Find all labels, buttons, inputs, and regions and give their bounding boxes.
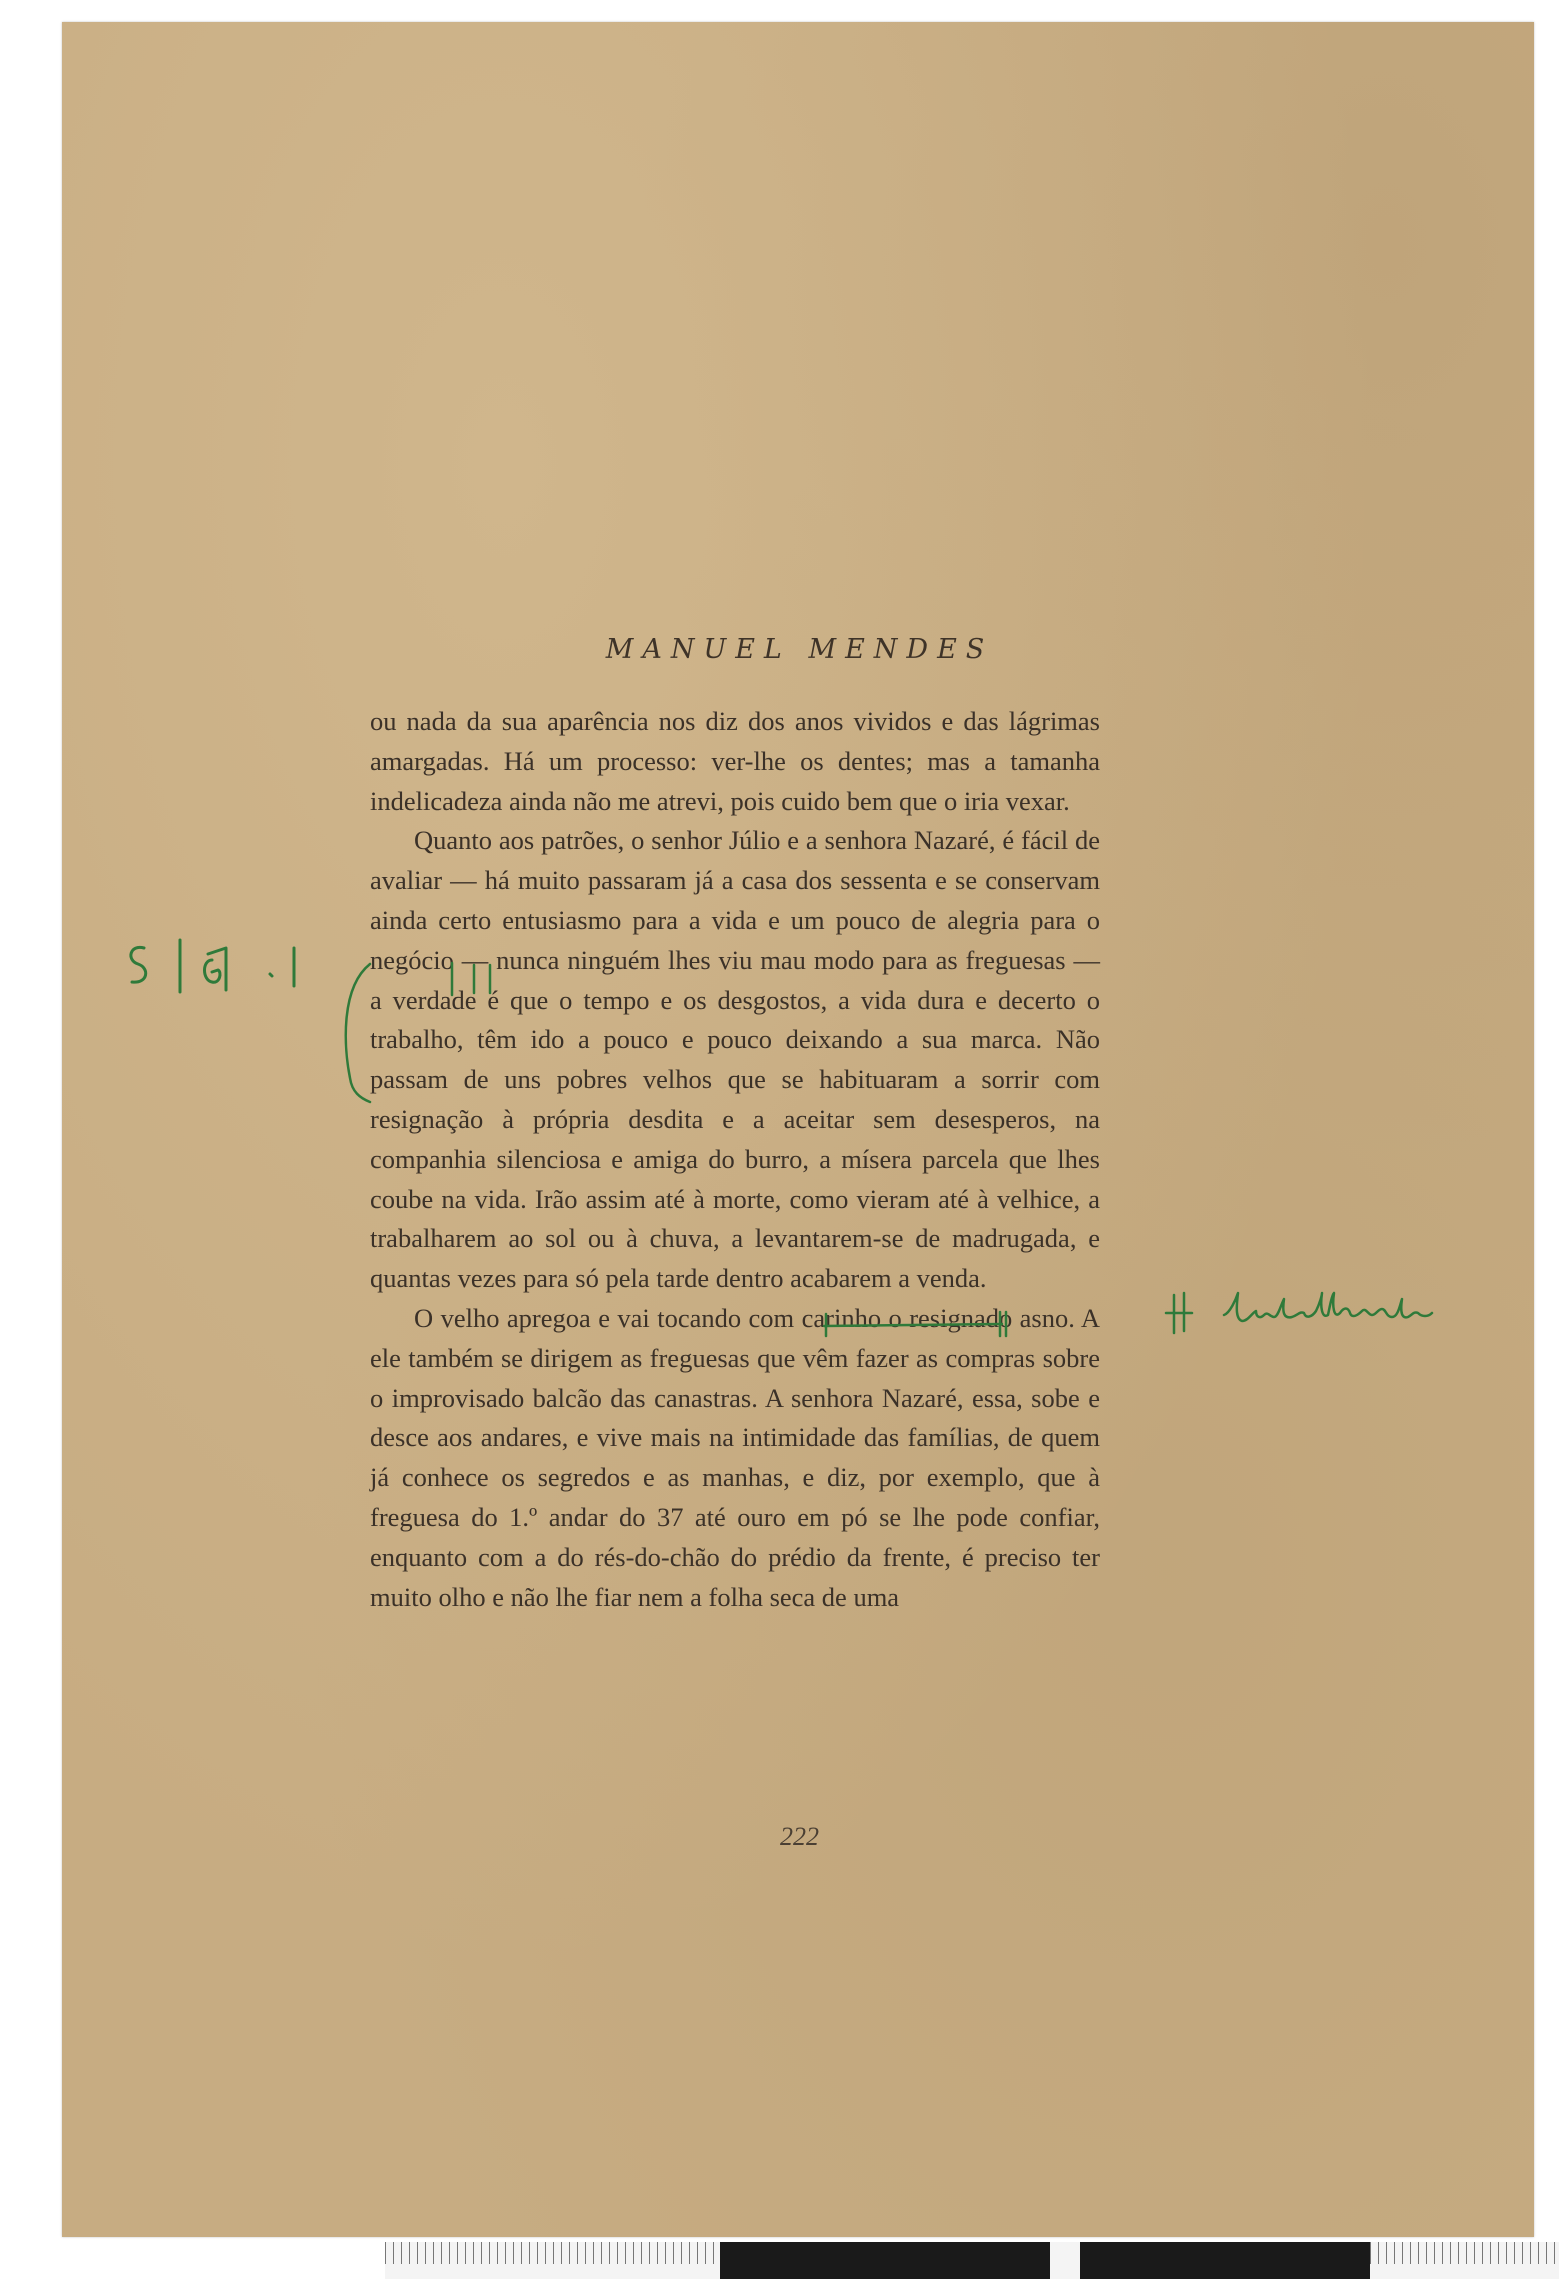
paragraph-1: ou nada da sua aparência nos diz dos anos vividos e das lágrimas amargadas. Há um processo: ver-lhe os dentes; mas a tamanha indelicadeza ainda não me atrevi, pois cuido bem que o iria vexar. xyxy=(370,706,1100,816)
ruler-ticks-left xyxy=(385,2242,725,2264)
paragraph-3: O velho apregoa e vai tocando com carinho o resignado asno. A ele também se dirigem as freguesas que vêm fazer as compras sobre o improvisado balcão das canastras. A senhora Nazaré, essa, sobe e desce aos andares, e vive mais na intimidade das famílias, de quem já conhece os segredos e as manhas, e diz, por exemplo, que à freguesa do 1.º andar do 37 até ouro em pó se lhe pode confiar, enquanto com a do rés-do-chão do prédio da frente, é preciso ter muito olho e não lhe fiar nem a folha seca de uma xyxy=(370,1302,1100,1612)
paragraph-2: Quanto aos patrões, o senhor Júlio e a senhora Nazaré, é fácil de avaliar — há muito passaram já a casa dos sessenta e se conservam ainda certo entusiasmo para a vida e um pouco de alegria para o negócio — nunca ninguém lhes viu mau modo para as freguesas — a verdade é que o tempo e os desgostos, a vida dura e decerto o trabalho, têm ido a pouco e pouco deixando a sua marca. Não passam de uns pobres velhos que se habituaram a sorrir com resignação à própria desdita e a aceitar sem desesperos, na companhia silenciosa e amiga do burro, a mísera parcela que lhes coube na vida. Irão assim até à morte, como vieram até à velhice, a trabalharem ao sol ou à chuva, a levantarem-se de madrugada, e quantas vezes para só pela tarde dentro acabarem a venda. xyxy=(370,825,1100,1294)
color-scale-ruler xyxy=(385,2242,1559,2279)
ruler-block xyxy=(720,2242,1050,2279)
margin-annotation-right xyxy=(1160,1285,1460,1345)
ruler-block xyxy=(1050,2242,1080,2279)
running-header: MANUEL MENDES xyxy=(605,634,994,665)
ruler-ticks-right xyxy=(1370,2242,1559,2264)
body-text xyxy=(370,702,1100,1617)
page-number: 222 xyxy=(780,1822,819,1851)
margin-annotation-left xyxy=(122,930,332,1010)
ruler-block xyxy=(1080,2242,1370,2279)
